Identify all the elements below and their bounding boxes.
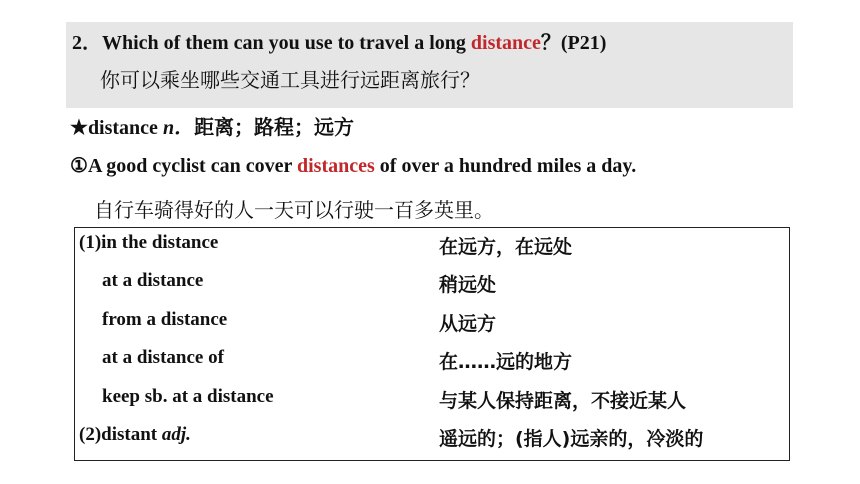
phrase-chinese: 与某人保持距离，不接近某人 <box>439 390 687 412</box>
phrase-row <box>75 228 789 266</box>
question-text-after: ？(P21) <box>540 32 607 54</box>
phrase-chinese: 遥远的；(指人)远亲的，冷淡的 <box>439 428 704 450</box>
phrase-english: keep sb. at a distance <box>102 386 274 407</box>
star-icon: ★ <box>70 117 88 139</box>
phrase-part-of-speech: adj. <box>161 424 191 445</box>
vocab-part-of-speech: n． <box>162 117 195 139</box>
example-marker: ① <box>70 155 88 177</box>
question-line <box>72 26 606 55</box>
phrase-row <box>75 266 789 304</box>
phrase-table <box>74 227 790 461</box>
question-translation: 你可以乘坐哪些交通工具进行远距离旅行？ <box>100 68 480 92</box>
vocab-word: distance <box>87 117 163 139</box>
vocab-meaning: 距离；路程；远方 <box>194 115 355 139</box>
question-highlight-word: distance <box>470 32 541 54</box>
phrase-english: at a distance of <box>102 347 224 368</box>
phrase-row <box>75 305 789 343</box>
question-number: 2． <box>72 32 102 54</box>
phrase-english <box>79 424 191 446</box>
phrase-english: at a distance <box>102 270 204 291</box>
phrase-row <box>75 382 789 420</box>
vocab-entry <box>70 111 354 140</box>
example-highlight-word: distances <box>296 155 375 177</box>
question-text-before: Which of them can you use to travel a long <box>102 32 471 54</box>
phrase-english: (1)in the distance <box>79 232 219 253</box>
phrase-chinese: 从远方 <box>439 313 497 335</box>
phrase-chinese: 在……远的地方 <box>439 351 573 373</box>
phrase-row <box>75 420 789 458</box>
phrase-chinese: 在远方，在远处 <box>439 236 573 258</box>
phrase-row <box>75 343 789 381</box>
example-sentence <box>70 153 636 178</box>
example-text-after: of over a hundred miles a day. <box>374 155 637 177</box>
example-translation: 自行车骑得好的人一天可以行驶一百多英里。 <box>94 198 494 222</box>
example-text-before: A good cyclist can cover <box>87 155 297 177</box>
phrase-english-word: (2)distant <box>79 424 162 445</box>
phrase-chinese: 稍远处 <box>439 274 497 296</box>
phrase-english: from a distance <box>102 309 228 330</box>
